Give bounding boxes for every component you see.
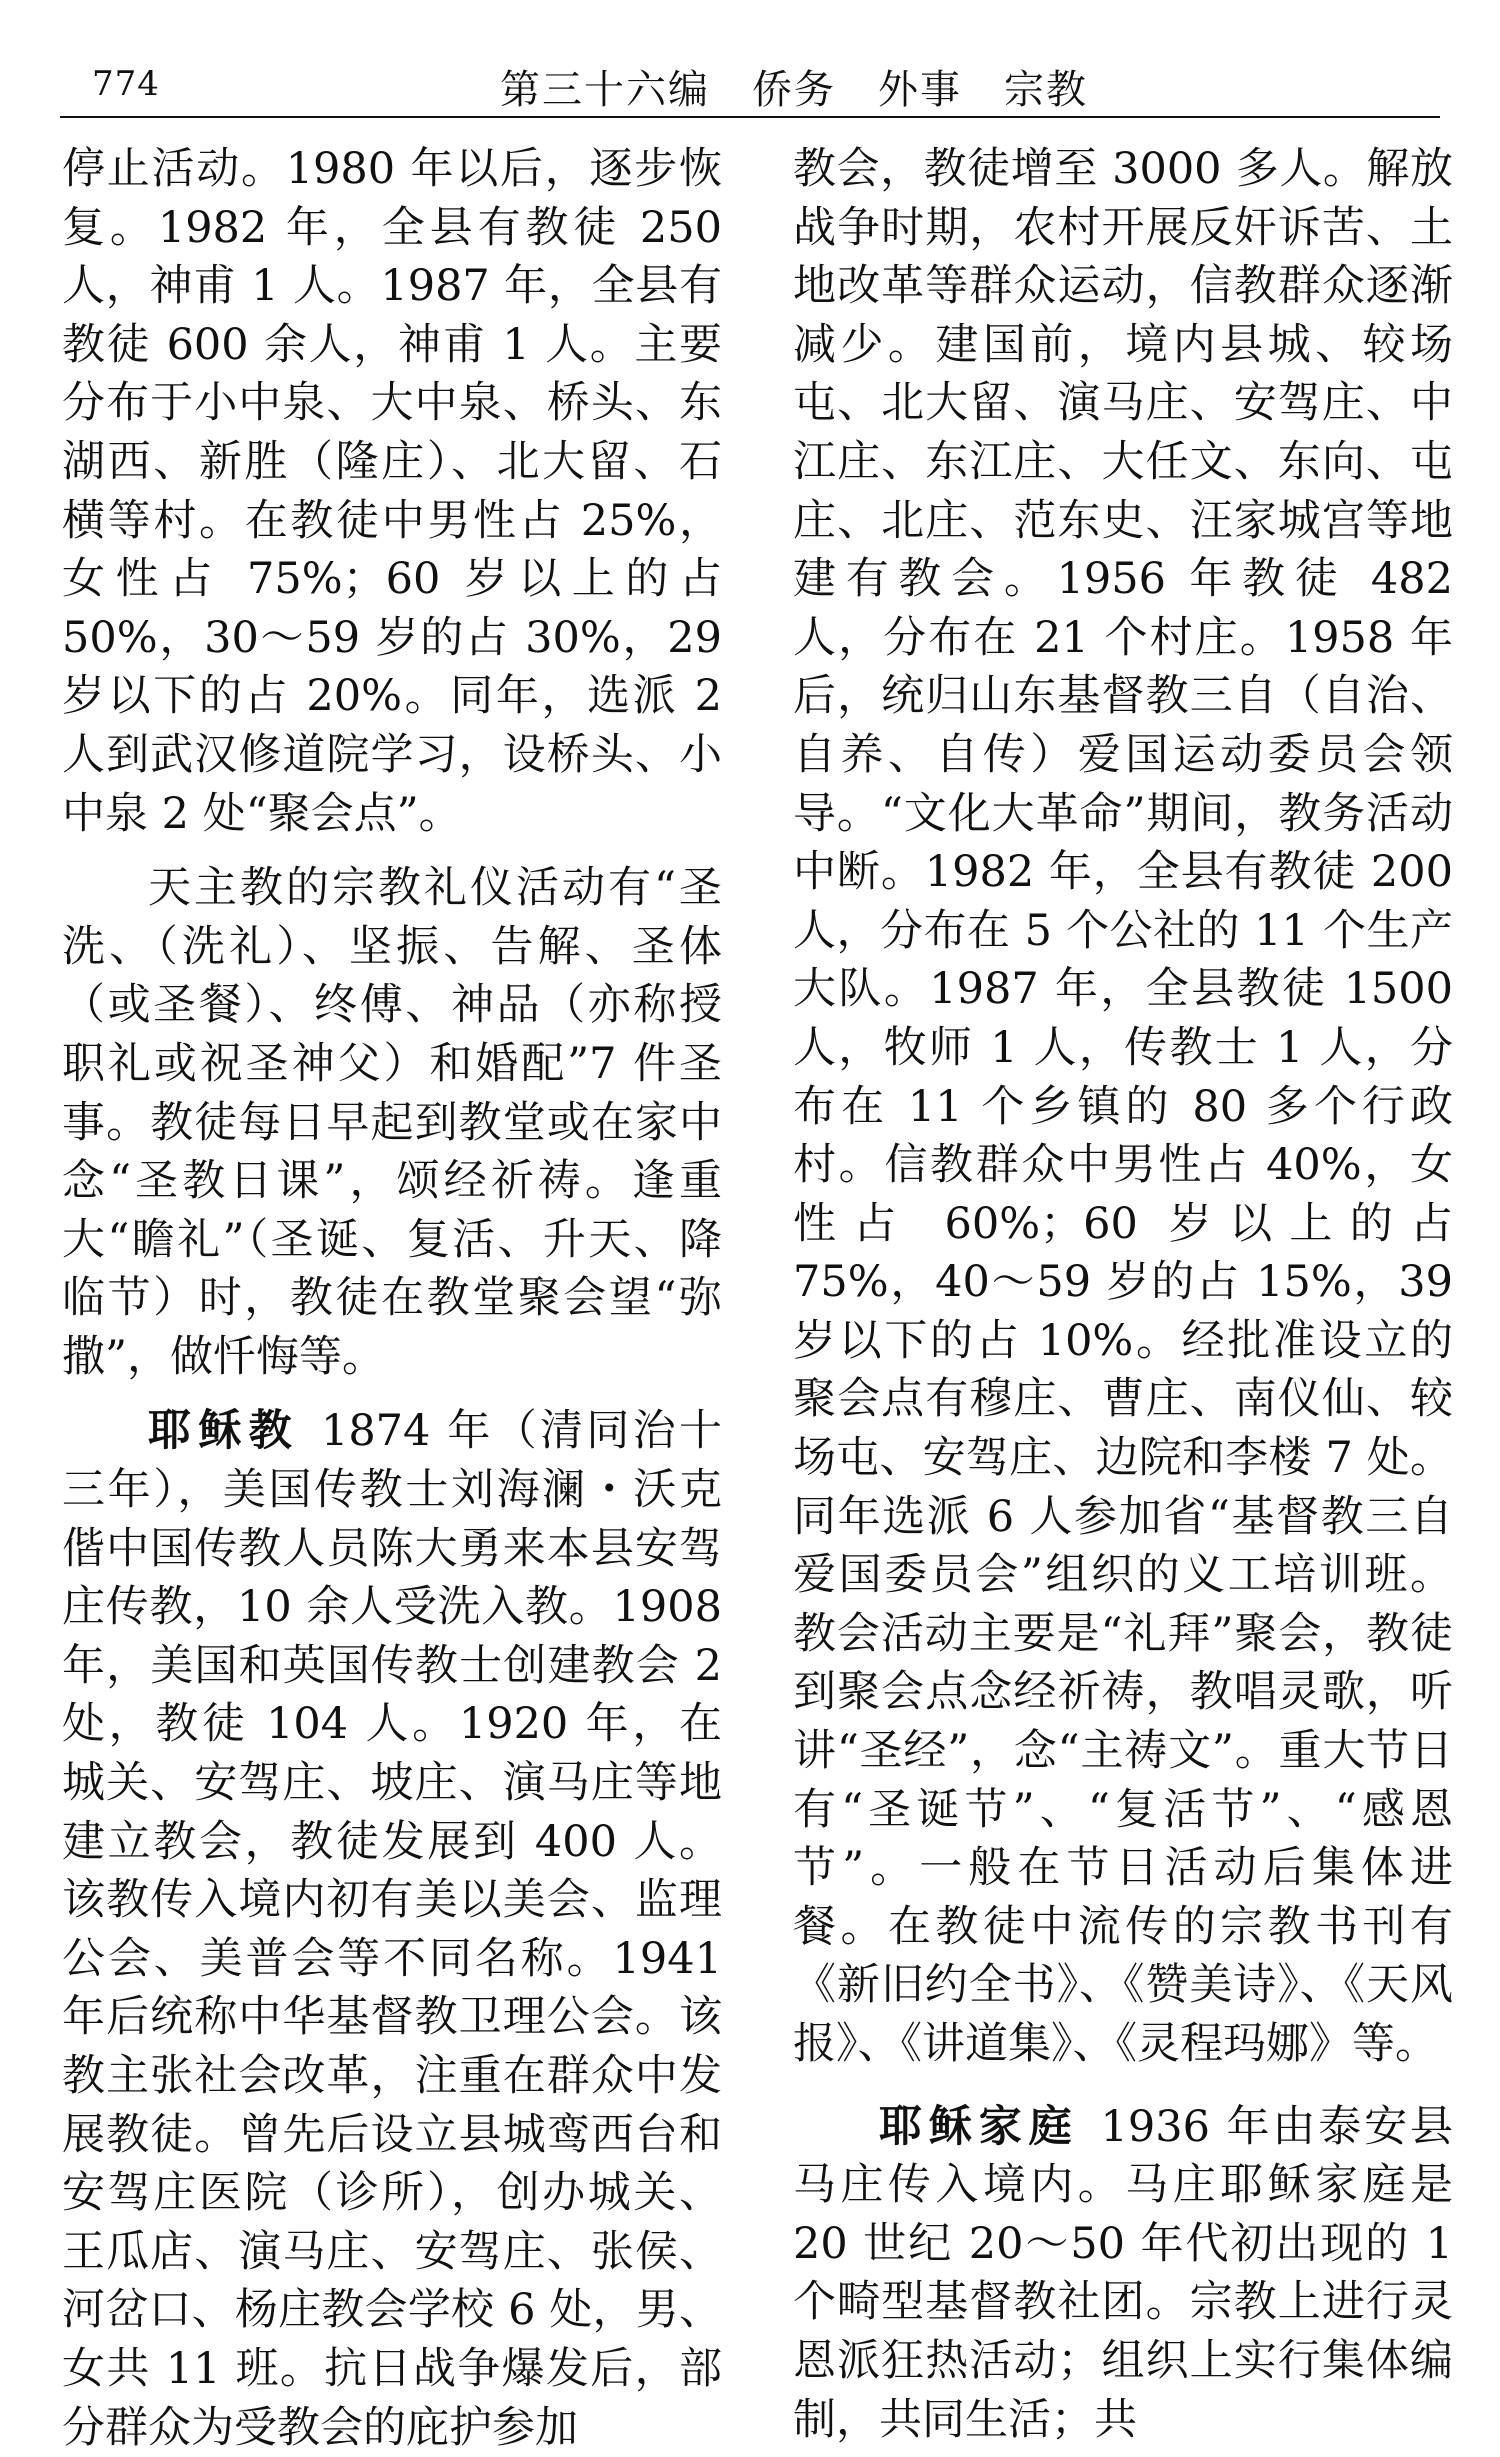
running-title: 第三十六编 侨务 外事 宗教 bbox=[500, 67, 1088, 113]
section-term-jesus-family: 耶稣家庭 bbox=[879, 2101, 1079, 2152]
paragraph-jesus-family-text: 1936 年由泰安县马庄传入境内。马庄耶稣家庭是 20 世纪 20～50 年代初出现的 1 个畸型基督教社团。宗教上进行灵恩派狂热活动；组织上实行集体编制，共同生活；共 bbox=[793, 2101, 1453, 2445]
left-column bbox=[62, 140, 722, 2457]
page-header bbox=[0, 50, 1500, 116]
header-rule bbox=[60, 116, 1440, 118]
section-term-protestantism: 耶稣教 bbox=[148, 1406, 299, 1457]
paragraph-protestantism-text: 1874 年（清同治十三年），美国传教士刘海澜・沃克偕中国传教人员陈大勇来本县安驾庄传教，10 余人受洗入教。1908 年，美国和英国传教士创建教会 2 处，教徒 104 人。1920 年，在城关、安驾庄、坡庄、演马庄等地建立教会，教徒发展到 400 人。该教传入境内初有美以美会、监理公会、美普会等不同名称。1941 年后统称中华基督教卫理公会。该教主张社会改革，注重在群众中发展教徒。曾先后设立县城鸾西台和安驾庄医院（诊所），创办城关、王瓜店、演马庄、安驾庄、张侯、河岔口、杨庄教会学校 6 处，男、女共 11 班。抗日战争爆发后，部分群众为受教会的庇护参加 bbox=[62, 1406, 722, 2453]
paragraph-jesus-family bbox=[793, 2098, 1453, 2450]
page-number: 774 bbox=[92, 64, 160, 104]
paragraph-catholic-continued: 停止活动。1980 年以后，逐步恢复。1982 年，全县有教徒 250 人，神甫 1 人。1987 年，全县有教徒 600 余人，神甫 1 人。主要分布于小中泉、大中泉、桥头、东湖西、新胜（隆庄）、北大留、石横等村。在教徒中男性占 25%，女性占 75%；60 岁以上的占 50%，30～59 岁的占 30%，29 岁以下的占 20%。同年，选派 2 人到武汉修道院学习，设桥头、小中泉 2 处“聚会点”。 bbox=[62, 144, 722, 839]
paragraph-protestantism-continued: 教会，教徒增至 3000 多人。解放战争时期，农村开展反奸诉苦、土地改革等群众运动，信教群众逐渐减少。建国前，境内县城、较场屯、北大留、演马庄、安驾庄、中江庄、东江庄、大任文、东向、屯庄、北庄、范东史、汪家城宫等地建有教会。1956 年教徒 482 人，分布在 21 个村庄。1958 年后，统归山东基督教三自（自治、自养、自传）爱国运动委员会领导。“文化大革命”期间，教务活动中断。1982 年，全县有教徒 200 人，分布在 5 个公社的 11 个生产大队。1987 年，全县教徒 1500 人，牧师 1 人，传教士 1 人，分布在 11 个乡镇的 80 多个行政村。信教群众中男性占 40%，女性占 60%；60 岁以上的占 75%，40～59 岁的占 15%，39 岁以下的占 10%。经批准设立的聚会点有穆庄、曹庄、南仪仙、较场屯、安驾庄、边院和李楼 7 处。同年选派 6 人参加省“基督教三自爱国委员会”组织的义工培训班。教会活动主要是“礼拜”聚会，教徒到聚会点念经祈祷，教唱灵歌，听讲“圣经”，念“主祷文”。重大节日有“圣诞节”、“复活节”、“感恩节”。一般在节日活动后集体进餐。在教徒中流传的宗教书刊有《新旧约全书》、《赞美诗》、《天风报》、《讲道集》、《灵程玛娜》等。 bbox=[793, 144, 1453, 2069]
paragraph-protestantism bbox=[62, 1402, 722, 2457]
paragraph-catholic-rites: 天主教的宗教礼仪活动有“圣洗、（洗礼）、坚振、告解、圣体（或圣餐）、终傅、神品（亦称授职礼或祝圣神父）和婚配”7 件圣事。教徒每日早起到教堂或在家中念“圣教日课”，颂经祈祷。逢重大“瞻礼”（圣诞、复活、升天、降临节）时，教徒在教堂聚会望“弥撒”，做忏悔等。 bbox=[62, 863, 722, 1382]
right-column bbox=[793, 140, 1453, 2449]
